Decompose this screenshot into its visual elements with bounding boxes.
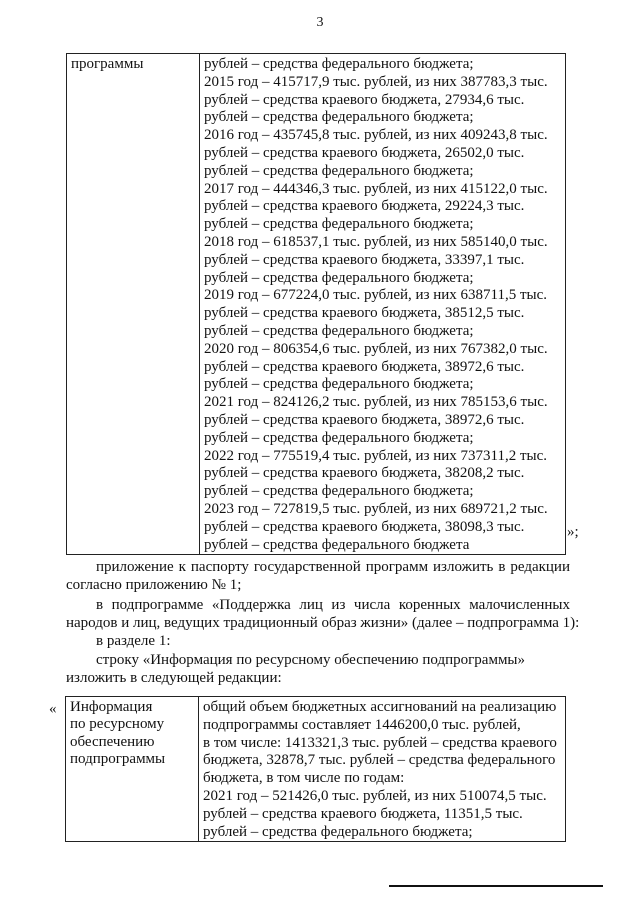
table1-right-line: 2015 год – 415717,9 тыс. рублей, из них 387783,3 тыс. (204, 73, 548, 90)
paragraph-appendix-line2: согласно приложению № 1; (66, 577, 242, 593)
table1-right-cell (200, 54, 566, 555)
funding-table-continued (66, 53, 566, 555)
table2-right-line: 2021 год – 521426,0 тыс. рублей, из них 510074,5 тыс. (203, 787, 547, 804)
table1-right-line: рублей – средства федерального бюджета; (204, 109, 474, 126)
table2-right-line: подпрограммы составляет 1446200,0 тыс. рублей, (203, 716, 521, 733)
table1-right-line: 2023 год – 727819,5 тыс. рублей, из них 689721,2 тыс. (204, 500, 548, 517)
table1-right-line: рублей – средства краевого бюджета, 26502,0 тыс. (204, 144, 525, 161)
table1-right-line: рублей – средства краевого бюджета, 38098,3 тыс. (204, 518, 525, 535)
table1-right-line: 2019 год – 677224,0 тыс. рублей, из них 638711,5 тыс. (204, 287, 548, 304)
footer-rule (389, 885, 603, 887)
table1-right-line: рублей – средства федерального бюджета (204, 536, 470, 553)
table1-right-line: рублей – средства федерального бюджета; (204, 322, 474, 339)
resource-info-table (65, 696, 566, 842)
closing-quote: »; (567, 524, 579, 540)
table1-right-line: 2022 год – 775519,4 тыс. рублей, из них 737311,2 тыс. (204, 447, 548, 464)
table1-right-line: рублей – средства федерального бюджета; (204, 483, 474, 500)
opening-quote: « (49, 701, 57, 717)
table1-left-cell (67, 54, 200, 555)
table1-right-line: рублей – средства федерального бюджета; (204, 269, 474, 286)
table1-right-line: рублей – средства федерального бюджета; (204, 216, 474, 233)
table2-right-line: в том числе: 1413321,3 тыс. рублей – средства краевого (203, 734, 557, 751)
table1-right-line: рублей – средства федерального бюджета; (204, 56, 474, 72)
table1-right-line: рублей – средства краевого бюджета, 33397,1 тыс. (204, 251, 525, 268)
table1-right-line: рублей – средства федерального бюджета; (204, 162, 474, 179)
table1-right-line: рублей – средства краевого бюджета, 27934,6 тыс. (204, 91, 525, 108)
table2-right-cell (199, 697, 566, 842)
table2-left-line: подпрограммы (70, 750, 166, 767)
table1-right-line: рублей – средства краевого бюджета, 38208,2 тыс. (204, 465, 525, 482)
table1-right-line: рублей – средства краевого бюджета, 38512,5 тыс. (204, 305, 525, 322)
table2-right-line: рублей – средства краевого бюджета, 11351,5 тыс. (203, 805, 523, 822)
table2-right-line: общий объем бюджетных ассигнований на реализацию (203, 699, 557, 715)
paragraph-subprogram-line2: народов и лиц, ведущих традиционный образ жизни» (далее – подпрограмма 1): (66, 615, 580, 631)
table2-left-line: по ресурсному (70, 716, 165, 733)
table1-right-line: рублей – средства краевого бюджета, 38972,6 тыс. (204, 411, 525, 428)
table1-right-line: 2017 год – 444346,3 тыс. рублей, из них 415122,0 тыс. (204, 180, 548, 197)
paragraph-row-line2: изложить в следующей редакции: (66, 670, 282, 686)
table2-left-line: обеспечению (70, 733, 155, 750)
table1-left-label: программы (71, 56, 144, 72)
table1-right-line: 2016 год – 435745,8 тыс. рублей, из них 409243,8 тыс. (204, 127, 548, 144)
table2-right-line: бюджета, в том числе по годам: (203, 770, 405, 787)
table2-left-cell (66, 697, 199, 842)
table1-right-line: рублей – средства краевого бюджета, 29224,3 тыс. (204, 198, 525, 215)
paragraph-appendix-line1: приложение к паспорту государственной программ изложить в редакции (96, 559, 570, 575)
paragraph-row-line1: строку «Информация по ресурсному обеспечению подпрограммы» (96, 652, 526, 668)
paragraph-section: в разделе 1: (96, 633, 171, 649)
table1-right-line: 2020 год – 806354,6 тыс. рублей, из них 767382,0 тыс. (204, 340, 548, 357)
table1-right-line: 2018 год – 618537,1 тыс. рублей, из них 585140,0 тыс. (204, 233, 548, 250)
table1-right-line: 2021 год – 824126,2 тыс. рублей, из них 785153,6 тыс. (204, 394, 548, 411)
paragraph-subprogram-line1: в подпрограмме «Поддержка лиц из числа коренных малочисленных (96, 597, 570, 613)
table1-right-line: рублей – средства федерального бюджета; (204, 429, 474, 446)
table1-right-line: рублей – средства федерального бюджета; (204, 376, 474, 393)
table2-left-line: Информация (70, 699, 153, 715)
page-number: 3 (316, 15, 324, 30)
table2-right-line: рублей – средства федерального бюджета; (203, 823, 473, 840)
table2-right-line: бюджета, 32878,7 тыс. рублей – средства федерального (203, 752, 556, 769)
table1-right-line: рублей – средства краевого бюджета, 38972,6 тыс. (204, 358, 525, 375)
